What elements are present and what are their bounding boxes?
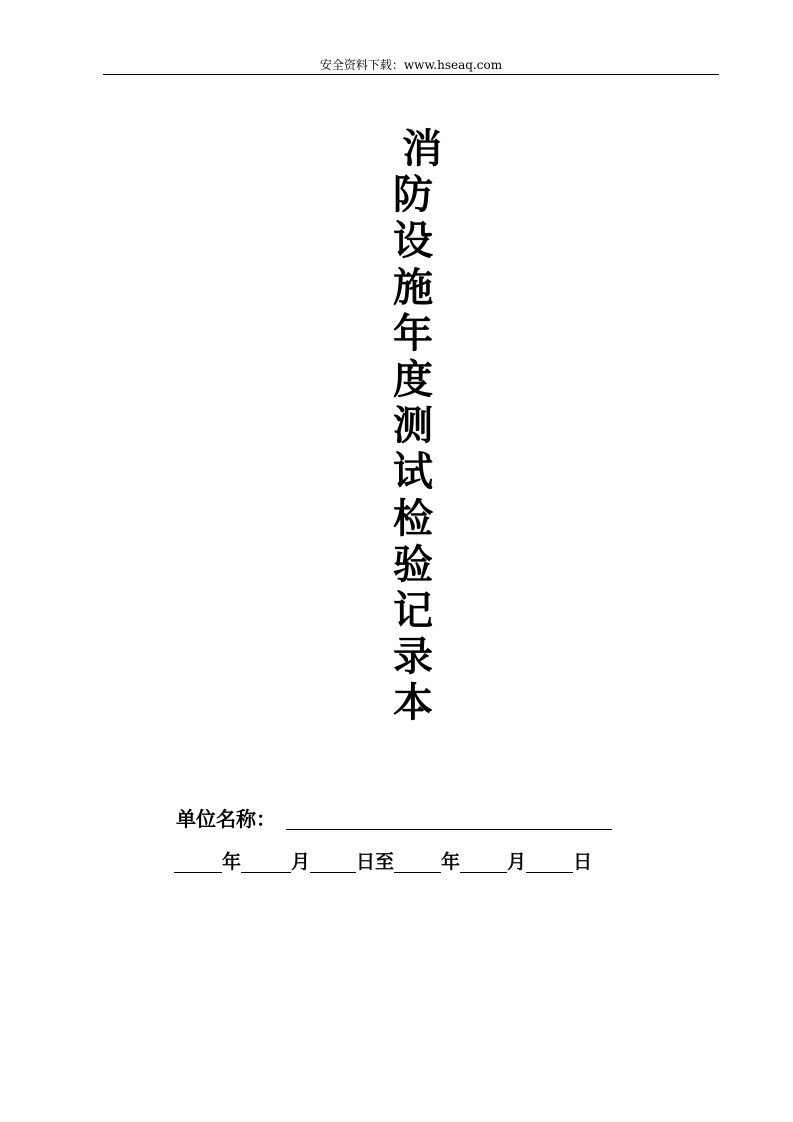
start-month-blank[interactable] [241,872,291,873]
header-rule [103,74,719,75]
page-header-text: 安全资料下载：www.hseaq.com [319,58,503,72]
title-char: 试 [393,449,433,496]
start-year-label: 年 [222,851,242,873]
end-day-label: 日 [573,851,593,873]
end-year-label: 年 [441,851,461,873]
start-year-blank[interactable] [174,872,222,873]
title-char: 防 [393,172,433,219]
unit-name-blank[interactable] [286,829,612,830]
date-range-row [174,846,592,876]
title-char: 测 [393,403,433,450]
title-char: 验 [393,541,433,588]
title-char: 本 [393,680,433,727]
title-char: 设 [393,218,433,265]
title-char: 年 [393,310,433,357]
title-char: 度 [393,356,433,403]
end-month-blank[interactable] [460,872,507,873]
title-char: 记 [393,587,433,634]
start-day-to-label: 日至 [356,851,395,873]
title-char: 检 [393,495,433,542]
end-month-label: 月 [507,851,527,873]
unit-name-label: 单位名称： [176,807,276,831]
start-day-blank[interactable] [310,872,356,873]
title-char: 消 [402,126,442,172]
title-char: 录 [393,634,433,681]
document-title [368,126,458,726]
start-month-label: 月 [291,851,311,873]
end-day-blank[interactable] [526,872,573,873]
end-year-blank[interactable] [394,872,441,873]
unit-name-row [176,803,612,833]
title-char: 施 [393,264,433,311]
